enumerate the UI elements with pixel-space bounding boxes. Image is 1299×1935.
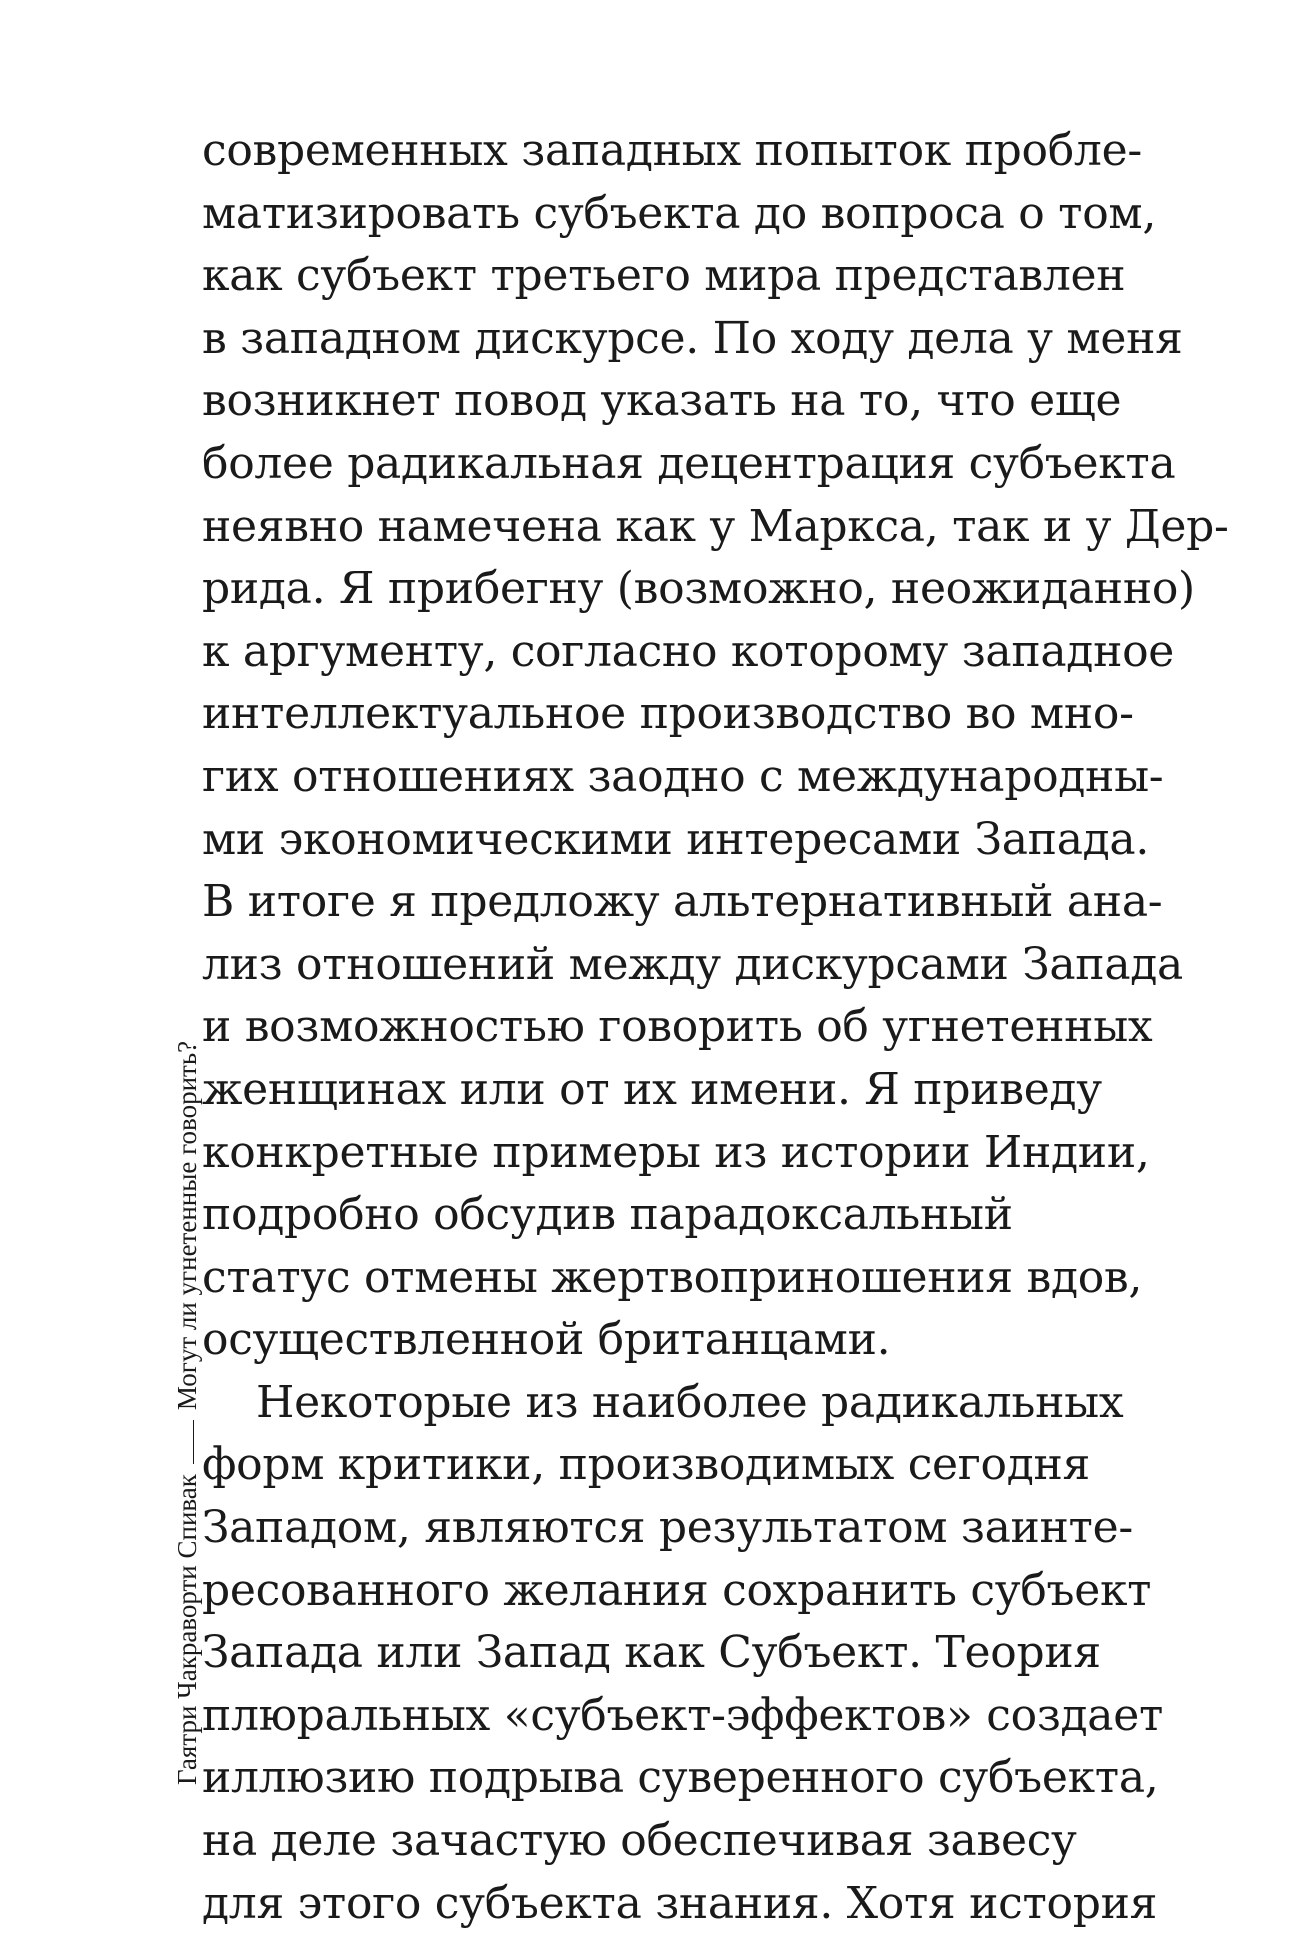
text-line: гих отношениях заодно с международны-	[202, 750, 1164, 802]
text-line: неявно намечена как у Маркса, так и у Дер-	[202, 500, 1229, 552]
text-line: современных западных попыток пробле-	[202, 125, 1142, 176]
running-head-author: Гаятри Чакраворти Спивак	[172, 1474, 202, 1785]
running-head-separator	[193, 1420, 194, 1464]
text-line: Западом, являются результатом заинте-	[202, 1502, 1133, 1554]
text-line: лиз отношений между дискурсами Запада	[202, 938, 1183, 990]
text-line: к аргументу, согласно которому западное	[202, 625, 1175, 677]
running-head	[172, 1041, 202, 1785]
body-text	[202, 120, 1229, 1935]
text-line: подробно обсудив парадоксальный	[202, 1189, 1013, 1241]
text-line: статус отмены жертвоприношения вдов,	[202, 1251, 1143, 1303]
text-line: для этого субъекта знания. Хотя история	[202, 1877, 1158, 1929]
text-line: рида. Я прибегну (возможно, неожиданно)	[202, 563, 1195, 615]
text-line: в западном дискурсе. По ходу дела у меня	[202, 312, 1183, 364]
text-line: иллюзию подрыва суверенного субъекта,	[202, 1752, 1159, 1804]
text-line: В итоге я предложу альтернативный ана-	[202, 876, 1163, 928]
text-line: форм критики, производимых сегодня	[202, 1439, 1090, 1491]
text-line: осуществленной британцами.	[202, 1314, 891, 1366]
text-line: женщинах или от их имени. Я приведу	[202, 1063, 1102, 1115]
text-line: интеллектуальное производство во мно-	[202, 688, 1134, 740]
text-line: ресованного желания сохранить субъект	[202, 1564, 1152, 1616]
text-line: как субъект третьего мира представлен	[202, 250, 1126, 302]
text-line: возникнет повод указать на то, что еще	[202, 375, 1122, 427]
text-line: ми экономическими интересами Запада.	[202, 813, 1150, 865]
text-line: и возможностью говорить об угнетенных	[202, 1001, 1153, 1053]
text-line: более радикальная децентрация субъекта	[202, 437, 1176, 489]
paragraph-start-line: Некоторые из наиболее радикальных	[256, 1376, 1124, 1428]
text-line: Запада или Запад как Субъект. Теория	[202, 1627, 1101, 1679]
text-line: на деле зачастую обеспечивая завесу	[202, 1815, 1077, 1867]
text-line: плюральных «субъект-эффектов» создает	[202, 1689, 1164, 1741]
text-line: конкретные примеры из истории Индии,	[202, 1126, 1150, 1178]
running-head-title: Могут ли угнетенные говорить?	[172, 1040, 202, 1411]
text-line: матизировать субъекта до вопроса о том,	[202, 187, 1157, 239]
